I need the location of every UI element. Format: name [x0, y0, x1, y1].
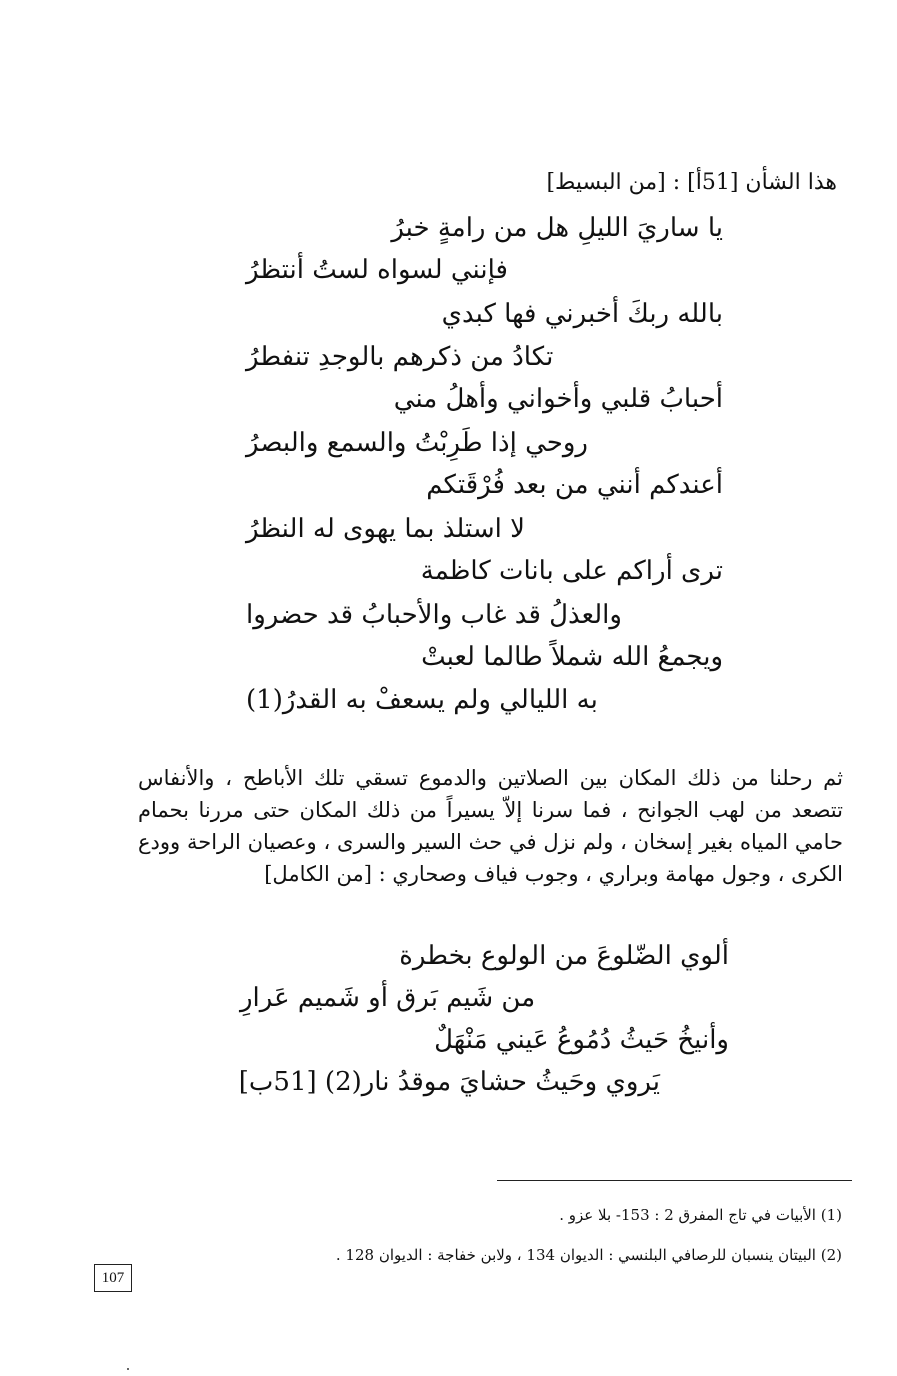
poem2-line-1: ألوي الضّلوعَ من الولوع بخطرة	[399, 941, 729, 971]
footnote-rule	[497, 1180, 852, 1181]
poem2-line-2: من شَيم بَرق أو شَميم عَرارِ	[240, 983, 536, 1013]
poem1-line-3: بالله ربكَ أخبرني فها كبدي	[441, 299, 723, 329]
footnote-2: (2) البيتان ينسبان للرصافي البلنسي : الديوان 134 ، ولابن خفاجة : الديوان 128 .	[335, 1246, 842, 1264]
poem1-line-2: فإنني لسواه لستُ أنتظرُ	[246, 255, 508, 285]
section-intro: هذا الشأن [51أ] : [من البسيط]	[546, 170, 837, 195]
poem1-line-1: يا ساريَ الليلِ هل من رامةٍ خبرُ	[391, 213, 723, 243]
scan-speck	[127, 1368, 129, 1370]
poem1-line-9: ترى أراكم على بانات كاظمة	[420, 556, 723, 586]
poem1-line-4: تكادُ من ذكرهم بالوجدِ تنفطرُ	[246, 342, 554, 372]
poem1-line-11: ويجمعُ الله شملاً طالما لعبتْ	[421, 642, 723, 672]
poem1-line-5: أحبابُ قلبي وأخواني وأهلُ مني	[393, 384, 723, 414]
poem1-line-6: روحي إذا طَرِبْتُ والسمع والبصرُ	[246, 428, 588, 458]
poem2-line-4: يَروي وحَيثُ حشايَ موقدُ نار(2) [51ب]	[238, 1067, 660, 1097]
poem1-line-12: به الليالي ولم يسعفْ به القدرُ(1)	[246, 685, 598, 715]
poem1-line-8: لا استلذ بما يهوى له النظرُ	[246, 514, 525, 544]
poem1-line-7: أعندكم أنني من بعد فُرْقَتكم	[426, 470, 723, 500]
poem1-line-10: والعذلُ قد غاب والأحبابُ قد حضروا	[246, 600, 622, 630]
page-number: 107	[94, 1264, 132, 1292]
poem2-line-3: وأنيخُ حَيثُ دُمُوعُ عَيني مَنْهَلٌ	[434, 1025, 729, 1055]
prose-paragraph: ثم رحلنا من ذلك المكان بين الصلاتين والدموع تسقي تلك الأباطح ، والأنفاس تتصعد من لهب الجوانح ، فما سرنا إلاّ يسيراً من ذلك المكان حتى مررنا بحمام حامي المياه بغير إسخان ، ولم نزل في حث السير والسرى ، وعصيان الراحة وودع الكرى ، وجول مهامة وبراري ، وجوب فياف وصحاري : [من الكامل]	[138, 766, 843, 886]
footnote-1: (1) الأبيات في تاج المفرق 2 : 153- بلا عزو .	[559, 1206, 842, 1224]
